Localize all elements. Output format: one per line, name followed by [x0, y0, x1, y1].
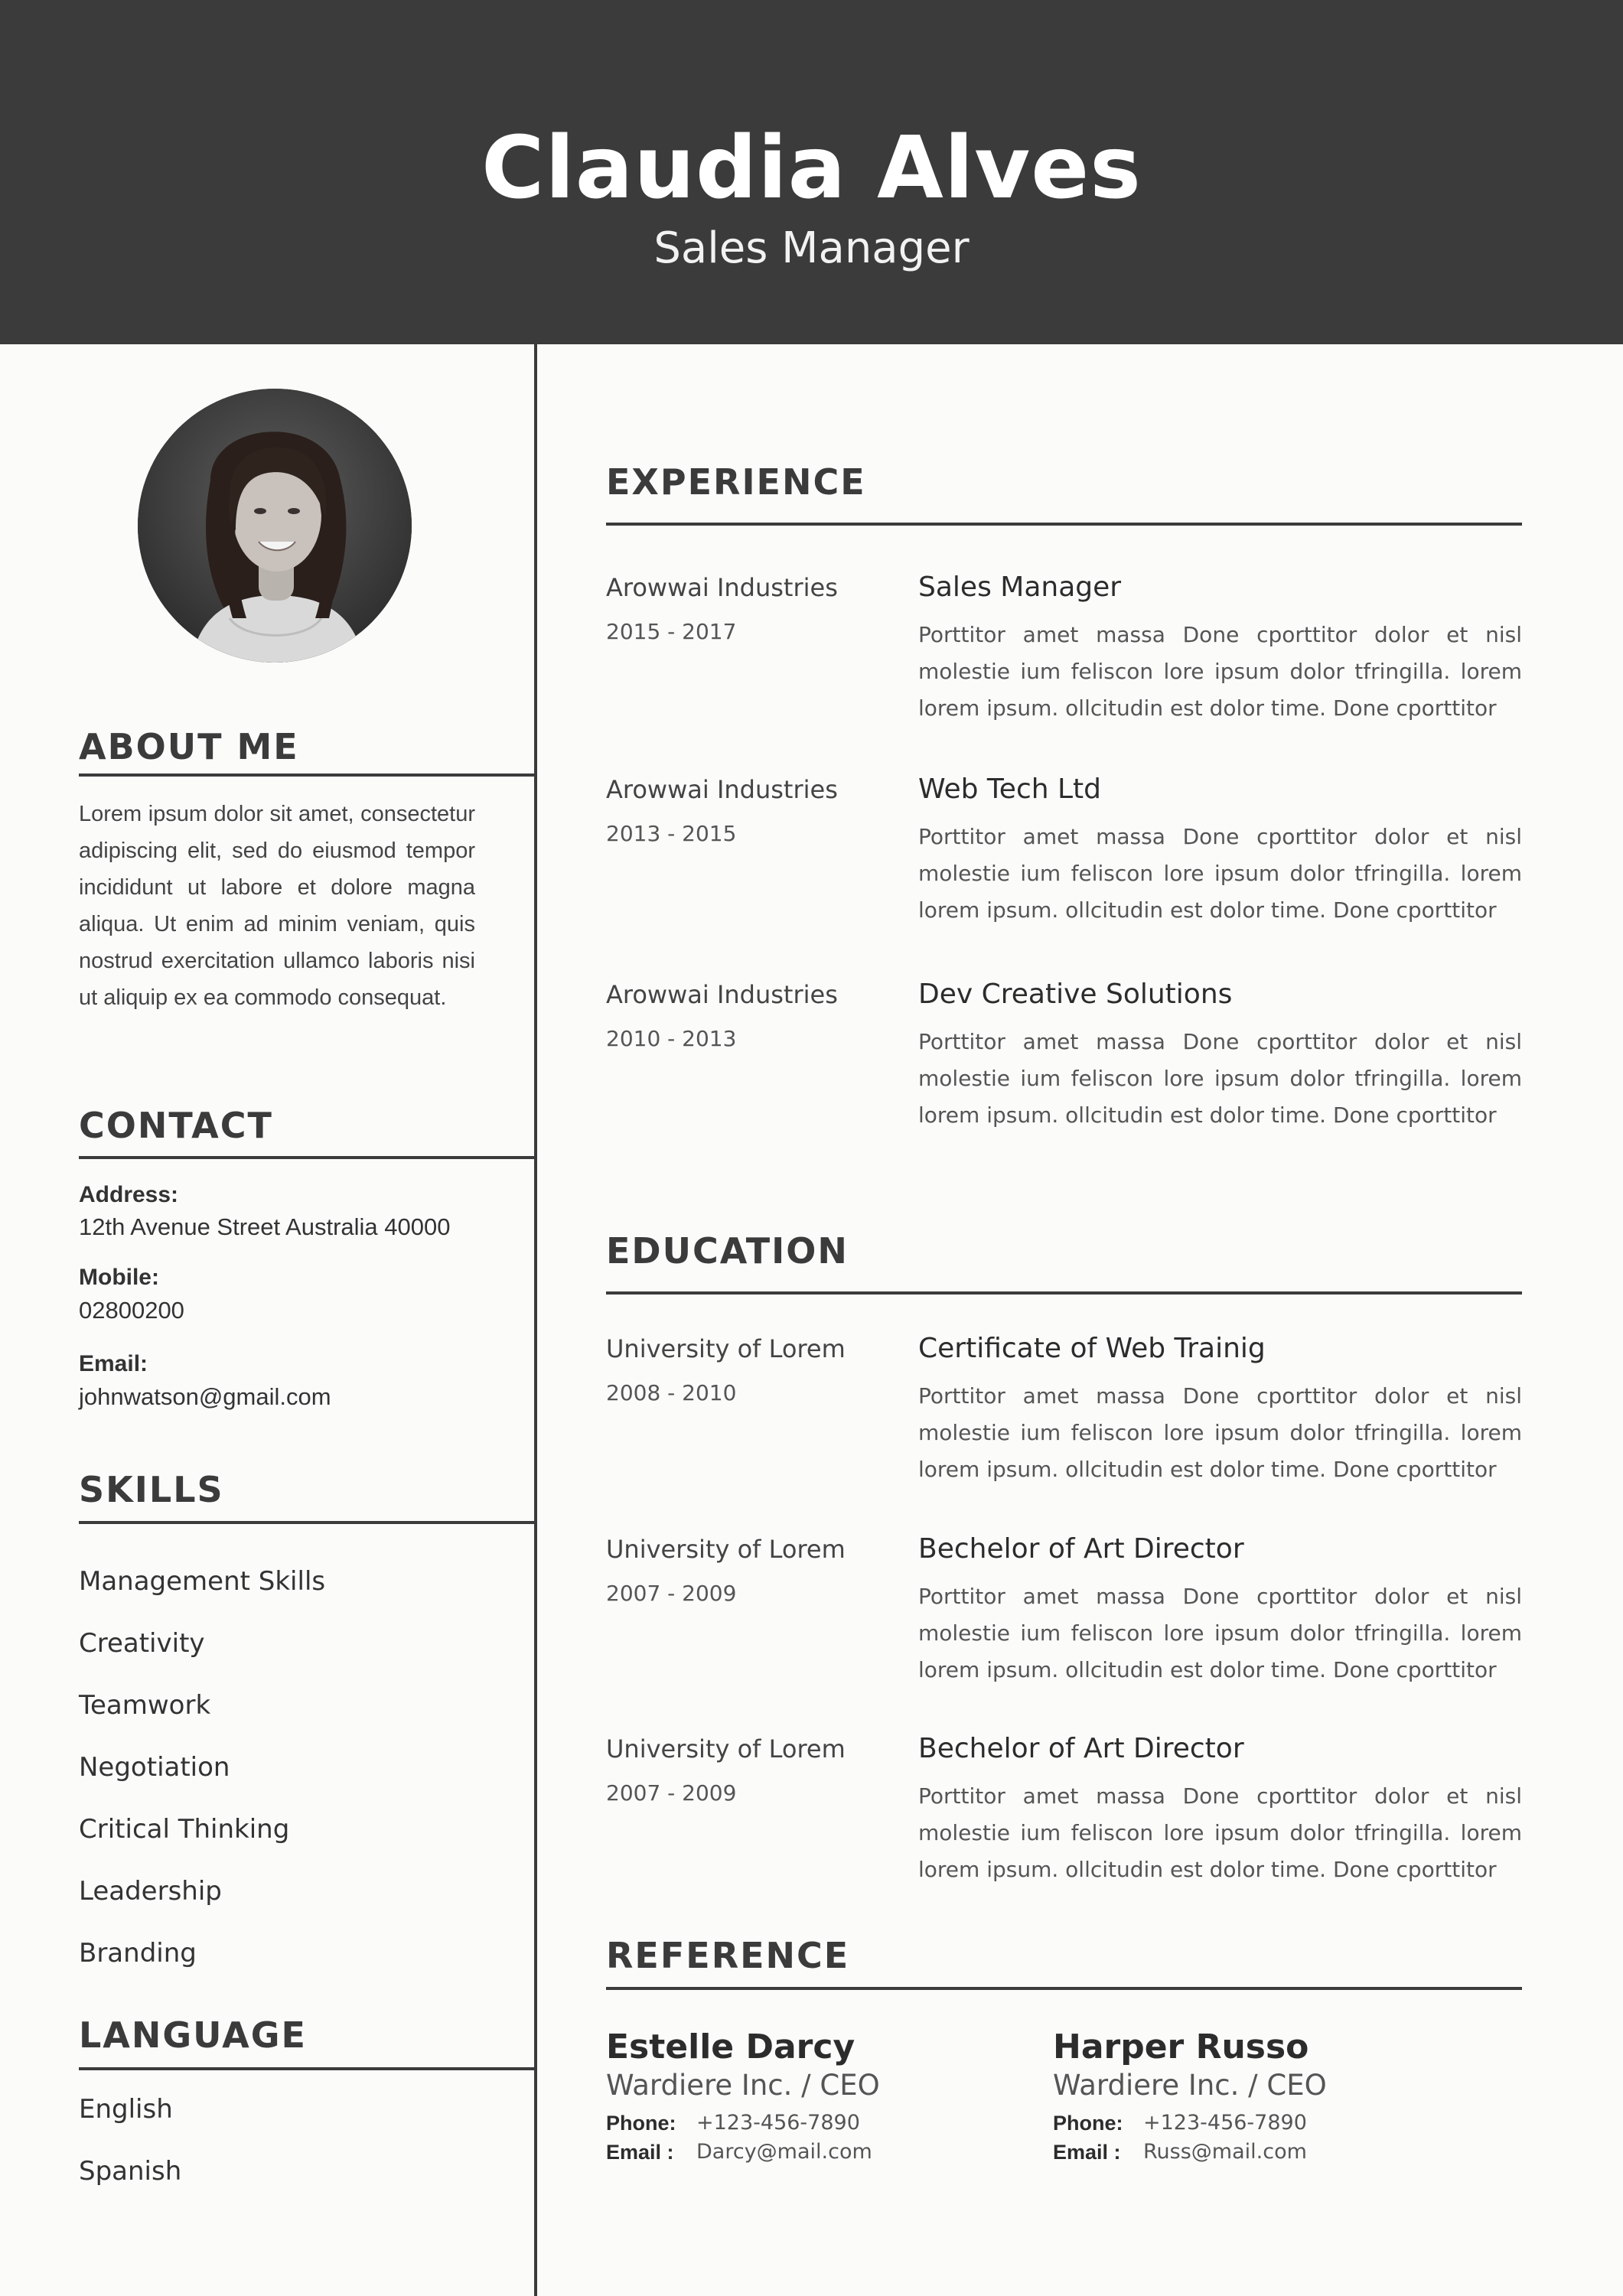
column-divider [534, 344, 537, 2296]
skill-item: Critical Thinking [79, 1814, 290, 1845]
entry-years: 2013 - 2015 [606, 821, 737, 846]
reference-rule [606, 1987, 1522, 1990]
mobile-value: 02800200 [79, 1297, 184, 1324]
reference-email-row [1053, 2138, 1481, 2167]
reference-card [606, 2024, 1035, 2167]
entry-title: Bechelor of Art Director [918, 1533, 1244, 1565]
entry-title: Bechelor of Art Director [918, 1733, 1244, 1764]
email-label: Email : [1053, 2141, 1121, 2164]
about-heading: ABOUT ME [79, 726, 299, 767]
skills-heading: SKILLS [79, 1469, 224, 1510]
address-value: 12th Avenue Street Australia 40000 [79, 1213, 451, 1240]
about-text: Lorem ipsum dolor sit amet, consectetur adipiscing elit, sed do eiusmod tempor incididunt ut labore et dolore magna aliqua. Ut enim ad minim veniam, quis nostrud exercitation ullamco laboris nisi ut aliquip ex ea commodo consequat. [79, 802, 475, 1010]
entry-organization: University of Lorem [606, 1734, 846, 1764]
header-banner [0, 0, 1623, 344]
skill-item: Negotiation [79, 1752, 230, 1783]
reference-name: Estelle Darcy [606, 2027, 855, 2066]
entry-years: 2015 - 2017 [606, 619, 737, 644]
entry-description: Porttitor amet massa Done cporttitor dolor et nisl molestie ium feliscon lore ipsum dolor tfringilla. lorem lorem ipsum. ollcitudin est dolor time. Done cporttitor [918, 824, 1522, 923]
avatar [138, 389, 412, 663]
language-heading: LANGUAGE [79, 2014, 307, 2056]
reference-phone-row [1053, 2109, 1481, 2138]
phone-label: Phone: [1053, 2112, 1123, 2135]
email-label: Email: [79, 1351, 148, 1376]
candidate-name: Claudia Alves [481, 119, 1142, 218]
experience-heading: EXPERIENCE [606, 461, 866, 503]
education-entry [606, 1532, 1522, 1701]
entry-description: Porttitor amet massa Done cporttitor dolor et nisl molestie ium feliscon lore ipsum dolor tfringilla. lorem lorem ipsum. ollcitudin est dolor time. Done cporttitor [918, 1029, 1522, 1128]
reference-phone-row [606, 2109, 1035, 2138]
experience-entry [606, 773, 1522, 941]
email-value: johnwatson@gmail.com [79, 1383, 331, 1410]
experience-entry [606, 978, 1522, 1146]
skill-item: Creativity [79, 1628, 205, 1659]
skills-list [79, 1551, 325, 1985]
experience-entry [606, 571, 1522, 739]
reference-company: Wardiere Inc. / CEO [606, 2069, 880, 2102]
address-label: Address: [79, 1182, 179, 1207]
about-rule [79, 773, 535, 777]
experience-rule [606, 523, 1522, 526]
entry-organization: Arowwai Industries [606, 573, 838, 602]
mobile-label: Mobile: [79, 1265, 159, 1290]
phone-value: +123-456-7890 [696, 2111, 860, 2135]
entry-title: Certificate of Web Trainig [918, 1333, 1266, 1364]
entry-description: Porttitor amet massa Done cporttitor dolor et nisl molestie ium feliscon lore ipsum dolor tfringilla. lorem lorem ipsum. ollcitudin est dolor time. Done cporttitor [918, 1383, 1522, 1482]
reference-name: Harper Russo [1053, 2027, 1309, 2066]
entry-description: Porttitor amet massa Done cporttitor dolor et nisl molestie ium feliscon lore ipsum dolor tfringilla. lorem lorem ipsum. ollcitudin est dolor time. Done cporttitor [918, 1783, 1522, 1882]
contact-rule [79, 1156, 535, 1159]
reference-company: Wardiere Inc. / CEO [1053, 2069, 1327, 2102]
entry-description: Porttitor amet massa Done cporttitor dolor et nisl molestie ium feliscon lore ipsum dolor tfringilla. lorem lorem ipsum. ollcitudin est dolor time. Done cporttitor [918, 622, 1522, 721]
language-item: Spanish [79, 2156, 182, 2187]
email-label: Email : [606, 2141, 674, 2164]
reference-card [1053, 2024, 1481, 2167]
entry-title: Sales Manager [918, 572, 1122, 603]
entry-title: Web Tech Ltd [918, 773, 1102, 805]
entry-organization: University of Lorem [606, 1334, 846, 1363]
contact-heading: CONTACT [79, 1105, 273, 1146]
entry-years: 2007 - 2009 [606, 1780, 737, 1806]
skills-rule [79, 1521, 535, 1524]
skill-item: Management Skills [79, 1566, 326, 1597]
entry-organization: Arowwai Industries [606, 775, 838, 804]
entry-years: 2010 - 2013 [606, 1026, 737, 1051]
email-value: Darcy@mail.com [696, 2140, 872, 2164]
phone-label: Phone: [606, 2112, 676, 2135]
entry-description: Porttitor amet massa Done cporttitor dolor et nisl molestie ium feliscon lore ipsum dolor tfringilla. lorem lorem ipsum. ollcitudin est dolor time. Done cporttitor [918, 1584, 1522, 1682]
entry-title: Dev Creative Solutions [918, 979, 1233, 1010]
education-heading: EDUCATION [606, 1230, 849, 1272]
skill-item: Leadership [79, 1876, 222, 1907]
entry-years: 2008 - 2010 [606, 1380, 737, 1405]
phone-value: +123-456-7890 [1143, 2111, 1307, 2135]
reference-email-row [606, 2138, 1035, 2167]
entry-organization: University of Lorem [606, 1535, 846, 1564]
entry-organization: Arowwai Industries [606, 980, 838, 1009]
education-entry [606, 1332, 1522, 1500]
entry-years: 2007 - 2009 [606, 1581, 737, 1606]
email-value: Russ@mail.com [1143, 2140, 1307, 2164]
language-item: English [79, 2094, 173, 2125]
education-rule [606, 1291, 1522, 1295]
education-entry [606, 1732, 1522, 1900]
candidate-role: Sales Manager [653, 223, 970, 273]
reference-heading: REFERENCE [606, 1935, 850, 1976]
skill-item: Teamwork [79, 1690, 211, 1721]
language-list [79, 2079, 181, 2203]
skill-item: Branding [79, 1938, 197, 1969]
language-rule [79, 2067, 535, 2070]
portrait-photo [138, 389, 412, 663]
